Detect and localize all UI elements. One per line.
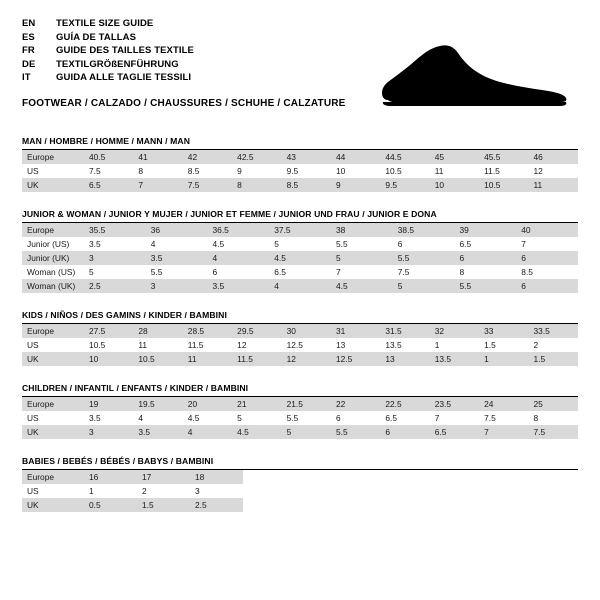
section-kids — [22, 310, 578, 366]
table-row — [22, 425, 578, 439]
cell: 8 — [459, 267, 465, 277]
language-text: GUIDE DES TAILLES TEXTILE — [56, 45, 194, 56]
cell: 8 — [232, 178, 281, 192]
row-label: UK — [22, 498, 84, 512]
row-label: US — [27, 413, 39, 423]
table-row — [22, 484, 578, 498]
cell: 13.5 — [430, 352, 479, 366]
cell: 33 — [479, 324, 528, 338]
row-label: Woman (UK) — [22, 279, 84, 293]
cell: 30 — [282, 324, 331, 338]
size-table-kids — [22, 324, 578, 366]
cell: 4 — [150, 239, 156, 249]
cell: 10 — [84, 352, 133, 366]
cell: 13.5 — [385, 340, 402, 350]
language-text: TEXTILGRÖßENFÜHRUNG — [56, 58, 179, 70]
language-code: IT — [22, 72, 31, 83]
cell: 5.5 — [150, 267, 163, 277]
cell: 8.5 — [187, 166, 200, 176]
row-label: US — [27, 340, 39, 350]
language-row — [22, 72, 194, 86]
cell: 11.5 — [187, 340, 204, 350]
cell: 11.5 — [232, 352, 281, 366]
cell: 28.5 — [183, 324, 232, 338]
cell: 11 — [138, 340, 148, 350]
row-label: US — [27, 486, 39, 496]
section-title: CHILDREN / INFANTIL / ENFANTS / KINDER / BAMBINI — [22, 383, 578, 397]
cell: 25 — [529, 397, 578, 411]
language-row — [22, 18, 194, 32]
cell: 6.5 — [430, 425, 479, 439]
cell: 7.5 — [529, 425, 578, 439]
cell: 3.5 — [89, 413, 101, 423]
cell: 7.5 — [183, 178, 232, 192]
table-row — [22, 223, 578, 237]
language-text: TEXTILE SIZE GUIDE — [56, 18, 154, 29]
cell: 31.5 — [380, 324, 429, 338]
language-text: GUIDA ALLE TAGLIE TESSILI — [56, 72, 192, 83]
cell: 5 — [237, 413, 242, 423]
cell: 2.5 — [84, 279, 146, 293]
cell: 5.5 — [331, 425, 380, 439]
row-label: Europe — [22, 324, 84, 338]
section-man — [22, 136, 578, 192]
cell: 21.5 — [282, 397, 331, 411]
cell: 17 — [137, 470, 190, 484]
cell: 5.5 — [455, 279, 517, 293]
row-label: UK — [22, 178, 84, 192]
cell: 4.5 — [331, 279, 393, 293]
table-row — [22, 237, 578, 251]
cell: 6.5 — [274, 267, 286, 277]
cell: 6.5 — [459, 239, 472, 249]
row-label: Woman (US) — [27, 267, 76, 277]
cell: 12.5 — [331, 352, 380, 366]
row-label: Junior (US) — [27, 239, 70, 249]
cell: 43 — [282, 150, 331, 164]
page-header — [22, 18, 578, 109]
cell: 44.5 — [380, 150, 429, 164]
cell: 4.5 — [187, 413, 200, 423]
cell: 1 — [479, 352, 528, 366]
size-table-children — [22, 397, 578, 439]
section-title: BABIES / BEBÉS / BÉBÉS / BABYS / BAMBINI — [22, 456, 578, 470]
cell: 3 — [84, 425, 133, 439]
cell: 2 — [533, 340, 539, 350]
cell-empty — [243, 470, 578, 484]
cell: 4.5 — [232, 425, 281, 439]
language-code: EN — [22, 18, 36, 29]
cell: 12 — [237, 340, 247, 350]
language-title-list — [22, 18, 194, 86]
cell: 10 — [430, 178, 479, 192]
cell: 42 — [183, 150, 232, 164]
cell: 13 — [335, 340, 346, 350]
cell: 41 — [133, 150, 182, 164]
cell: 42.5 — [232, 150, 281, 164]
cell: 28 — [133, 324, 182, 338]
cell: 1 — [89, 486, 94, 496]
cell: 46 — [529, 150, 578, 164]
cell: 6 — [212, 267, 218, 277]
cell: 3.5 — [89, 239, 101, 249]
cell: 6 — [380, 425, 429, 439]
table-row — [22, 164, 578, 178]
cell: 6 — [516, 279, 578, 293]
table-row — [22, 251, 578, 265]
cell: 9.5 — [286, 166, 299, 176]
language-row — [22, 45, 194, 59]
row-label: Europe — [22, 470, 84, 484]
cell: 1.5 — [484, 340, 496, 350]
row-label: Europe — [22, 397, 84, 411]
cell: 37.5 — [269, 223, 331, 237]
cell: 9 — [237, 166, 242, 176]
cell: 5 — [331, 251, 393, 265]
cell: 20 — [183, 397, 232, 411]
cell: 3 — [84, 251, 146, 265]
cell: 10.5 — [385, 166, 402, 176]
cell: 31 — [331, 324, 380, 338]
cell: 5 — [89, 267, 94, 277]
dress-shoe-icon — [380, 40, 570, 108]
cell: 11 — [183, 352, 232, 366]
cell: 5 — [274, 239, 279, 249]
cell: 21 — [232, 397, 281, 411]
cell-empty — [243, 484, 578, 498]
cell: 10 — [335, 166, 346, 176]
language-code: ES — [22, 31, 35, 43]
cell: 6 — [516, 251, 578, 265]
cell: 1 — [434, 340, 440, 350]
cell: 19 — [84, 397, 133, 411]
page-title: FOOTWEAR / CALZADO / CHAUSSURES / SCHUHE / CALZATURE — [22, 97, 346, 109]
size-table-man — [22, 150, 578, 192]
cell: 4.5 — [212, 239, 225, 249]
cell: 7 — [434, 413, 440, 423]
cell: 0.5 — [84, 498, 137, 512]
cell: 1.5 — [529, 352, 578, 366]
cell: 38.5 — [393, 223, 455, 237]
table-row — [22, 324, 578, 338]
section-children — [22, 383, 578, 439]
language-code: DE — [22, 58, 36, 70]
cell: 1.5 — [137, 498, 190, 512]
cell: 6.5 — [385, 413, 397, 423]
cell: 3.5 — [208, 279, 270, 293]
cell: 9 — [331, 178, 380, 192]
cell: 8 — [138, 166, 144, 176]
table-row — [22, 411, 578, 425]
cell: 36 — [146, 223, 208, 237]
row-label: Europe — [22, 223, 84, 237]
cell: 23.5 — [430, 397, 479, 411]
cell: 12 — [533, 166, 543, 176]
cell: 3 — [195, 486, 200, 496]
size-table-junior-woman — [22, 223, 578, 293]
cell: 16 — [84, 470, 137, 484]
section-babies — [22, 456, 578, 512]
cell: 3 — [146, 279, 208, 293]
cell: 18 — [190, 470, 243, 484]
language-text: GUÍA DE TALLAS — [56, 31, 137, 43]
cell: 24 — [479, 397, 528, 411]
cell: 4.5 — [269, 251, 331, 265]
cell: 7 — [521, 239, 526, 249]
cell: 7.5 — [484, 413, 496, 423]
cell: 5 — [282, 425, 331, 439]
cell: 11 — [529, 178, 578, 192]
section-title: JUNIOR & WOMAN / JUNIOR Y MUJER / JUNIOR ET FEMME / JUNIOR UND FRAU / JUNIOR E DONA — [22, 209, 578, 223]
cell: 7 — [133, 178, 182, 192]
cell: 8.5 — [521, 267, 533, 277]
language-title-body — [22, 18, 194, 86]
cell: 6 — [397, 239, 403, 249]
cell: 4 — [269, 279, 331, 293]
cell: 12.5 — [286, 340, 303, 350]
cell: 6.5 — [84, 178, 133, 192]
row-label: Europe — [22, 150, 84, 164]
cell: 6 — [335, 413, 341, 423]
cell: 8.5 — [282, 178, 331, 192]
cell: 7 — [479, 425, 528, 439]
cell: 29.5 — [232, 324, 281, 338]
cell: 7 — [336, 267, 341, 277]
language-row — [22, 32, 194, 46]
cell: 2 — [142, 486, 147, 496]
cell: 11.5 — [484, 166, 500, 176]
cell: 38 — [331, 223, 393, 237]
size-table-babies — [22, 470, 578, 512]
row-label: Junior (UK) — [22, 251, 84, 265]
section-junior-woman — [22, 209, 578, 293]
cell: 10.5 — [479, 178, 528, 192]
cell: 7.5 — [397, 267, 410, 277]
cell: 27.5 — [84, 324, 133, 338]
cell: 4 — [183, 425, 232, 439]
table-row — [22, 352, 578, 366]
cell: 35.5 — [84, 223, 146, 237]
table-row — [22, 397, 578, 411]
cell: 8 — [533, 413, 539, 423]
cell-empty — [243, 498, 578, 512]
cell: 5.5 — [336, 239, 348, 249]
cell: 45 — [430, 150, 479, 164]
table-row — [22, 498, 578, 512]
cell: 13 — [380, 352, 429, 366]
cell: 9.5 — [380, 178, 429, 192]
cell: 3.5 — [146, 251, 208, 265]
section-title: KIDS / NIÑOS / DES GAMINS / KINDER / BAMBINI — [22, 310, 578, 324]
cell: 22 — [331, 397, 380, 411]
table-row — [22, 338, 578, 352]
cell: 22.5 — [380, 397, 429, 411]
cell: 7.5 — [89, 166, 101, 176]
table-row — [22, 265, 578, 279]
row-label: UK — [22, 425, 84, 439]
cell: 6 — [455, 251, 517, 265]
table-row — [22, 470, 578, 484]
cell: 4 — [208, 251, 270, 265]
table-row — [22, 150, 578, 164]
cell: 10.5 — [89, 340, 106, 350]
cell: 45.5 — [479, 150, 528, 164]
row-label: UK — [22, 352, 84, 366]
cell: 40 — [516, 223, 578, 237]
row-label: US — [27, 166, 39, 176]
cell: 2.5 — [190, 498, 243, 512]
cell: 39 — [455, 223, 517, 237]
language-row — [22, 59, 194, 73]
cell: 40.5 — [84, 150, 133, 164]
cell: 3.5 — [133, 425, 182, 439]
section-title: MAN / HOMBRE / HOMME / MANN / MAN — [22, 136, 578, 150]
cell: 11 — [434, 166, 444, 176]
language-code: FR — [22, 45, 35, 56]
cell: 36.5 — [208, 223, 270, 237]
table-row — [22, 178, 578, 192]
cell: 19.5 — [133, 397, 182, 411]
cell: 33.5 — [529, 324, 578, 338]
cell: 32 — [430, 324, 479, 338]
cell: 44 — [331, 150, 380, 164]
cell: 5.5 — [393, 251, 455, 265]
cell: 4 — [138, 413, 144, 423]
table-row — [22, 279, 578, 293]
cell: 5.5 — [286, 413, 299, 423]
cell: 5 — [393, 279, 455, 293]
cell: 12 — [282, 352, 331, 366]
cell: 10.5 — [133, 352, 182, 366]
